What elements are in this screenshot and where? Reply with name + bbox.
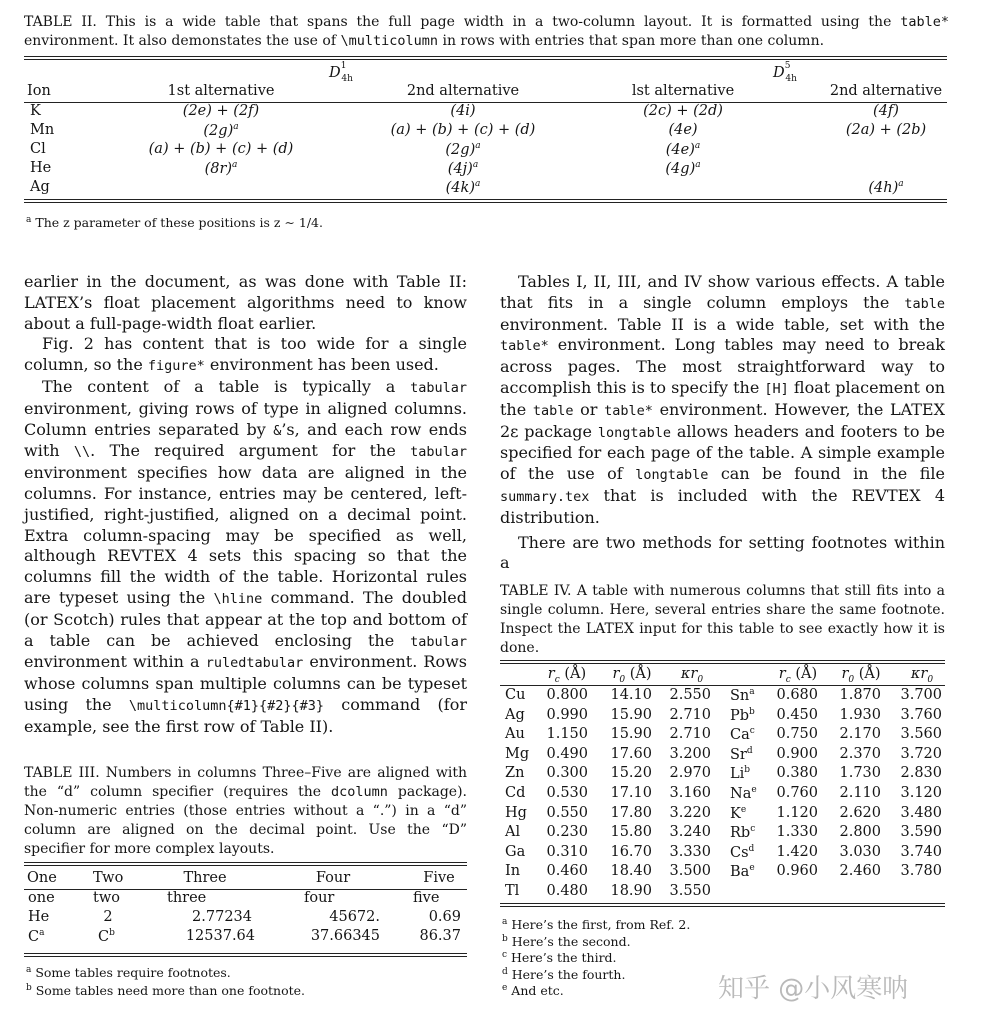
- table4-cell: 15.20: [610, 765, 652, 782]
- table4-cell: Zn: [505, 765, 525, 782]
- table4-cell: 3.720: [900, 745, 942, 762]
- watermark: 知乎 @小风寒呐: [718, 974, 909, 1004]
- table4-cell: 0.480: [546, 883, 588, 899]
- table2-cell: $(4e)^a$: [665, 141, 701, 158]
- table2-top-rule: [24, 56, 947, 57]
- table4-cell: 1.870: [839, 687, 881, 703]
- table4-cell: Ga: [505, 843, 526, 860]
- table3-cell: $C^b$: [98, 928, 115, 945]
- table2-col-header: 2nd alternative: [406, 83, 520, 99]
- table3-bottom-rule-2: [24, 956, 467, 957]
- table4-cell: 0.800: [546, 687, 588, 703]
- table2-cell: Cl: [30, 141, 46, 157]
- code-span: \hline: [213, 590, 263, 607]
- table2-cell: (2a) + (2b): [845, 122, 927, 138]
- table2-cell: (4e): [668, 122, 698, 138]
- text-span: environment, giving rows of type in aligned columns. Column entries separated by: [24, 398, 467, 439]
- table4-cell: Al: [505, 824, 521, 841]
- text-span: allows headers and footers to be specified for each page of the table. A simple example of the use of: [500, 421, 945, 484]
- table4-footnote: $^c$ Here’s the third.: [502, 950, 617, 966]
- right-column-text: [500, 272, 945, 574]
- text-span: ’s, and each row ends with: [24, 419, 467, 461]
- table4-top-rule-2: [500, 663, 945, 664]
- text-span: . The required argument for the: [90, 441, 411, 461]
- table4-footnote: $^e$ And etc.: [502, 983, 564, 999]
- table4-col-header: $\kappa r_0$: [910, 666, 934, 685]
- table4-cell: 2.170: [839, 726, 881, 743]
- text-span: command (for example, see the first row of Table II).: [24, 694, 467, 736]
- table3-col-header: Four: [315, 870, 351, 886]
- table4-top-rule: [500, 660, 945, 661]
- table2-col-header: lst alternative: [631, 83, 735, 99]
- table4-cell: 0.490: [546, 745, 588, 762]
- table4-cell: 2.710: [669, 726, 711, 743]
- table2-cell: Mn: [30, 122, 55, 138]
- table2-cell: (a) + (b) + (c) + (d): [390, 122, 536, 138]
- table4-cell: 0.450: [776, 706, 818, 723]
- code-span: [H]: [764, 380, 789, 397]
- table2-footnote: $^a$ The z parameter of these positions is z ∼ 1/4.: [26, 215, 323, 231]
- table4-cell: 3.160: [669, 785, 711, 801]
- text-span: The content of a table is typically a: [42, 376, 411, 396]
- table3-footnote: $^a$ Some tables require footnotes.: [26, 965, 231, 981]
- table4-cell: 2.620: [839, 804, 881, 821]
- table2-top-rule-2: [24, 59, 947, 60]
- table4-cell: Li$^b$: [730, 765, 751, 783]
- table3-top-rule-2: [24, 865, 467, 866]
- table2-group-header-2: $D^5_{4h}$: [773, 61, 797, 84]
- table4-cell: Cu: [505, 687, 526, 703]
- code-span: \multicolumn{#1}{#2}{#3}: [128, 697, 324, 714]
- text-span: environment within a: [24, 652, 206, 672]
- table2-cell: (2c) + (2d): [643, 103, 723, 119]
- table2-col-header: Ion: [27, 83, 51, 99]
- code-span: tabular: [410, 379, 467, 396]
- table2-cell: $(4h)^a$: [868, 179, 904, 196]
- code-span: table*: [604, 402, 653, 419]
- text-span: environment. Table II is a wide table, set with the: [500, 314, 945, 334]
- table4-cell: 0.530: [546, 785, 588, 801]
- table4-cell: 14.10: [610, 687, 652, 703]
- table2-cell: $(4g)^a$: [665, 160, 701, 177]
- table2-col-header: 1st alternative: [167, 83, 275, 99]
- table4-cell: 15.80: [610, 824, 652, 841]
- table4-cell: Pb$^b$: [730, 706, 755, 724]
- table2-cell: $(4j)^a$: [447, 160, 479, 177]
- text-span: Tables I, II, III, and IV show various effects. A table that fits in a single column employs the: [500, 272, 945, 312]
- table4-footnote: $^b$ Here’s the second.: [502, 933, 631, 949]
- table4-cell: 1.120: [776, 804, 818, 821]
- right-paragraph-1: [500, 272, 945, 529]
- table4-cell: In: [505, 863, 521, 880]
- table4-col-header: $r_0$ (Å): [612, 666, 652, 685]
- table4-cell: Rb$^c$: [730, 824, 756, 842]
- table4-cell: Cd: [505, 785, 526, 801]
- table4-cell: 0.900: [776, 745, 818, 762]
- table4-cell: 3.200: [669, 745, 711, 762]
- table3-cell: four: [304, 890, 335, 906]
- table2-bottom-rule: [24, 199, 947, 200]
- table2-cell: (4f): [873, 103, 899, 119]
- table4-cell: 3.480: [900, 804, 942, 821]
- table4-cell: 0.310: [546, 843, 588, 860]
- text-span: environment. Rows whose columns span multiple columns can be typeset using the: [24, 652, 468, 714]
- table4-cell: 2.800: [839, 824, 881, 841]
- table4-cell: 0.230: [546, 824, 588, 841]
- table2-cell: $(8r)^a$: [204, 160, 238, 177]
- table4-cell: 3.330: [669, 843, 711, 860]
- table2-cell: $(4k)^a$: [445, 179, 481, 196]
- table3-cell: $C^a$: [28, 928, 45, 945]
- table3-cell: He: [28, 909, 50, 925]
- table4-header-rule: [500, 685, 945, 686]
- table4-cell: Hg: [505, 804, 527, 821]
- table4-footnote: $^d$ Here’s the fourth.: [502, 966, 626, 982]
- table3-header-rule: [24, 889, 467, 890]
- code-span: table*: [500, 338, 549, 355]
- table2-cell: $(2g)^a$: [203, 122, 239, 139]
- table4-cell: Cs$^d$: [730, 843, 755, 861]
- table4-cell: Ag: [505, 706, 525, 723]
- table2-cell: (4i): [450, 103, 476, 119]
- table2-cell: (2e) + (2f): [182, 103, 260, 119]
- table4-cell: 2.970: [669, 765, 711, 782]
- table3-col-header: One: [27, 870, 57, 886]
- table4-footnote: $^a$ Here’s the first, from Ref. 2.: [502, 917, 691, 933]
- table2-cell: $(2g)^a$: [445, 141, 481, 158]
- table4-cell: 16.70: [610, 843, 652, 860]
- table4-cell: 3.500: [669, 863, 711, 880]
- text-span: environment. However, the LATEX 2ε package: [500, 399, 946, 441]
- table2-cell: K: [30, 103, 41, 119]
- table3-cell: 45672.: [329, 909, 380, 925]
- left-paragraph-2: Fig. 2 has content that is too wide for a single column, so the figure* environment has been used.: [24, 334, 467, 375]
- right-paragraph-2: There are two methods for setting footnotes within a: [500, 532, 945, 573]
- table3-cell: one: [28, 890, 55, 906]
- text-span: that is included with the REVTEX 4 distribution.: [500, 485, 945, 527]
- table3-col-header: Two: [93, 870, 124, 886]
- table4-cell: 0.760: [776, 785, 818, 801]
- table4-cell: Na$^e$: [730, 785, 757, 802]
- text-span: environment. Long tables may need to break across pages. The most straightforward way to accomplish this is to specify the: [500, 335, 945, 397]
- table4-cell: Au: [505, 726, 525, 743]
- code-span: \\: [73, 444, 91, 461]
- table2-caption: TABLE II. This is a wide table that spans the full page width in a two-column layout. It is formatted using the table* environment. It also demonstates the use of \multicolumn in rows with entries that span more than one column.: [24, 14, 949, 49]
- table3-cell: two: [93, 890, 120, 906]
- table4-cell: 0.680: [776, 687, 818, 703]
- table4-cell: 0.300: [546, 765, 588, 782]
- table4-cell: 2.550: [669, 687, 711, 703]
- table4-cell: Mg: [505, 745, 530, 762]
- left-column-text: [24, 272, 467, 738]
- table4-cell: 15.90: [610, 706, 652, 723]
- table4-cell: 18.90: [610, 883, 652, 899]
- left-paragraph-1: earlier in the document, as was done with Table II: LATEX’s float placement algorithms need to know about a full-page-width float earlier.: [24, 272, 467, 333]
- text-span: command. The doubled (or Scotch) rules that appear at the top and bottom of a table can be achieved enclosing the: [24, 587, 468, 650]
- table4-cell: 3.560: [900, 726, 942, 743]
- table4-cell: 0.960: [776, 863, 818, 880]
- table4-cell: 3.120: [900, 785, 942, 801]
- table4-cell: 2.460: [839, 863, 881, 880]
- text-span: float placement on the: [500, 377, 946, 419]
- table3-cell: five: [413, 890, 440, 906]
- table4-cell: 1.330: [776, 824, 818, 841]
- table4-col-header: $r_c$ (Å): [547, 666, 587, 685]
- table4-cell: 17.60: [610, 745, 652, 762]
- table4-cell: 2.710: [669, 706, 711, 723]
- table4-cell: 1.420: [776, 843, 818, 860]
- text-span: can be found in the file: [708, 464, 946, 484]
- table2-col-header: 2nd alternative: [829, 83, 943, 99]
- table2-cell: Ag: [30, 179, 50, 195]
- table4-cell: 18.40: [610, 863, 652, 880]
- table4-cell: 0.550: [546, 804, 588, 821]
- table4-cell: 17.80: [610, 804, 652, 821]
- table3-cell: 12537.64: [185, 928, 255, 944]
- table4-cell: 2.370: [839, 745, 881, 762]
- table4-cell: 15.90: [610, 726, 652, 743]
- table4-cell: 3.240: [669, 824, 711, 841]
- code-span: longtable: [597, 424, 671, 441]
- table4-cell: 0.750: [776, 726, 818, 743]
- table4-cell: 3.030: [839, 843, 881, 860]
- table4-cell: 1.150: [546, 726, 588, 743]
- table4-cell: 3.590: [900, 824, 942, 841]
- table4-cell: 0.990: [546, 706, 588, 723]
- table4-cell: Ba$^e$: [730, 863, 755, 881]
- table4-cell: 0.460: [546, 863, 588, 880]
- table3-footnote: $^b$ Some tables need more than one footnote.: [26, 983, 306, 999]
- table3-bottom-rule: [24, 953, 467, 954]
- table4-cell: Ca$^c$: [730, 726, 755, 744]
- table4-cell: 2.110: [839, 785, 881, 801]
- code-span: tabular: [410, 444, 468, 461]
- table4-cell: Sr$^d$: [730, 745, 753, 763]
- code-span: tabular: [410, 633, 467, 650]
- code-span: table: [532, 402, 574, 419]
- table3-cell: three: [167, 890, 207, 906]
- table4-cell: 3.550: [669, 883, 711, 899]
- table3-col-header: Five: [423, 870, 455, 886]
- table3-col-header: Three: [183, 870, 227, 886]
- table4-cell: 3.220: [669, 804, 711, 821]
- code-span: &: [273, 422, 282, 439]
- code-span: summary.tex: [500, 488, 590, 505]
- table4-cell: 3.780: [900, 863, 942, 880]
- table4-col-header: $r_0$ (Å): [841, 666, 881, 685]
- table4-cell: 3.740: [900, 843, 942, 860]
- table4-cell: 17.10: [610, 785, 652, 801]
- table4-cell: $K^e$: [730, 804, 747, 822]
- table4-cell: 3.700: [900, 687, 942, 703]
- table4-caption: TABLE IV. A table with numerous columns that still fits into a single column. Here, several entries share the same footnote. Inspect the LATEX input for this table to see exactly how it is done.: [500, 583, 945, 656]
- table4-col-header: $\kappa r_0$: [680, 666, 704, 685]
- table4-cell: Sn$^a$: [730, 687, 755, 704]
- table3-cell: 37.66345: [310, 928, 380, 944]
- table4-cell: 2.830: [900, 765, 942, 782]
- table4-bottom-rule-2: [500, 906, 945, 907]
- table4-cell: 0.380: [776, 765, 818, 782]
- table3-caption: TABLE III. Numbers in columns Three–Five are aligned with the “d” column specifier (requires the dcolumn package). Non-numeric entries (those entries without a “.”) in a “d” column are aligned on the decimal point. Use the “D” specifier for more complex layouts.: [24, 765, 467, 857]
- text-span: environment specifies how data are aligned in the columns. For instance, entries may be centered, left-justified, right-justified, aligned on a decimal point. Extra column-spacing may be specified as well, although REVTEX 4 sets this spacing so that the columns fill the width of the table. Horizontal rules are typeset using the: [24, 463, 467, 607]
- table3-top-rule: [24, 862, 467, 863]
- table2-bottom-rule-2: [24, 202, 947, 203]
- table3-cell: 86.37: [419, 928, 461, 944]
- table4-cell: 1.930: [839, 706, 881, 723]
- code-span: table: [904, 295, 945, 312]
- table3-cell: 2.77234: [192, 909, 252, 925]
- table2-group-header-1: $D^1_{4h}$: [329, 61, 353, 84]
- table3-cell: 0.69: [428, 909, 461, 925]
- table2-cell: He: [30, 160, 52, 176]
- table4-bottom-rule: [500, 903, 945, 904]
- left-paragraph-3: [24, 377, 467, 738]
- table4-cell: Tl: [505, 883, 520, 899]
- table3-cell: 2: [103, 909, 113, 925]
- text-span: or: [573, 399, 605, 419]
- code-span: longtable: [635, 467, 709, 484]
- table4-cell: 3.760: [900, 706, 942, 723]
- table2-header-rule: [24, 102, 947, 103]
- table2-cell: (a) + (b) + (c) + (d): [148, 141, 294, 157]
- code-span: ruledtabular: [205, 655, 304, 672]
- table4-col-header: $r_c$ (Å): [778, 666, 818, 685]
- table4-cell: 1.730: [839, 765, 881, 782]
